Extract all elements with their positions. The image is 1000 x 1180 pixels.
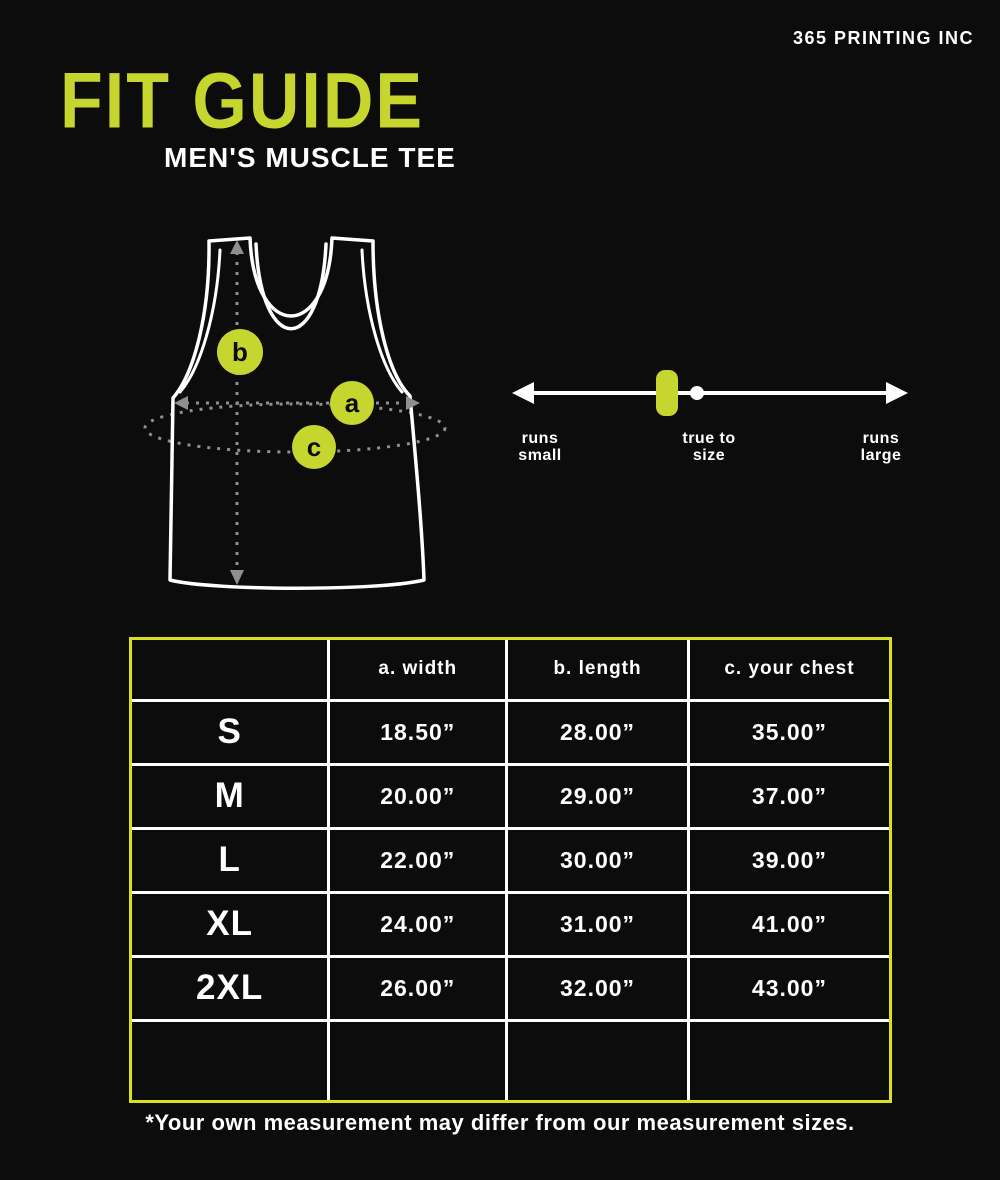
arrow-right-icon <box>406 396 420 410</box>
size-label: L <box>132 828 329 892</box>
tee-outline <box>170 238 424 588</box>
table-row-l <box>132 828 889 892</box>
fit-scale <box>500 368 920 476</box>
page-title: FIT GUIDE <box>60 57 425 145</box>
right-armhole-seam <box>362 250 402 392</box>
marker-c-letter: c <box>306 432 322 462</box>
length-value: 29.00” <box>507 764 689 828</box>
length-value: 32.00” <box>507 956 689 1020</box>
table-row-xl <box>132 892 889 956</box>
fit-scale-label-runs-small: runs small <box>518 430 562 464</box>
fit-scale-label-true-to-size: true to size <box>682 430 736 464</box>
chest-value: 39.00” <box>688 828 889 892</box>
marker-b <box>217 329 263 375</box>
arrow-left-icon <box>174 396 188 410</box>
table-row-s <box>132 700 889 764</box>
left-armhole-seam <box>180 250 220 392</box>
fit-scale-label-runs-large: runs large <box>860 430 902 464</box>
size-label: S <box>132 700 329 764</box>
width-value: 22.00” <box>329 828 507 892</box>
fit-scale-axis <box>500 368 920 418</box>
table-row-empty <box>132 1020 889 1100</box>
width-value: 18.50” <box>329 700 507 764</box>
length-measure-line <box>230 240 244 585</box>
fit-indicator-dot <box>690 386 704 400</box>
brand-name: 365 PRINTING INC <box>792 28 974 48</box>
arrow-up-icon <box>230 240 244 254</box>
arrow-down-icon <box>230 570 244 585</box>
width-value: 24.00” <box>329 892 507 956</box>
length-value: 30.00” <box>507 828 689 892</box>
width-value: 20.00” <box>329 764 507 828</box>
length-value: 28.00” <box>507 700 689 764</box>
fit-indicator-pill <box>656 370 678 416</box>
chest-value: 37.00” <box>688 764 889 828</box>
table-row-m <box>132 764 889 828</box>
header-length: b. length <box>507 640 689 700</box>
table-row-2xl <box>132 956 889 1020</box>
fit-scale-labels <box>500 430 920 476</box>
size-label: 2XL <box>132 956 329 1020</box>
table-header-row <box>132 640 889 700</box>
header-chest: c. your chest <box>688 640 889 700</box>
scale-arrow-left-icon <box>512 382 534 404</box>
header-size <box>132 640 329 700</box>
measurement-disclaimer: *Your own measurement may differ from our measurement sizes. <box>145 1110 855 1135</box>
width-value: 26.00” <box>329 956 507 1020</box>
muscle-tee-diagram <box>130 224 470 604</box>
marker-a <box>330 381 374 425</box>
header-width: a. width <box>329 640 507 700</box>
marker-b-letter: b <box>232 337 248 367</box>
size-label: M <box>132 764 329 828</box>
chest-value: 35.00” <box>688 700 889 764</box>
chest-value: 41.00” <box>688 892 889 956</box>
marker-c <box>292 425 336 469</box>
scale-arrow-right-icon <box>886 382 908 404</box>
page-subtitle: MEN'S MUSCLE TEE <box>164 142 456 173</box>
length-value: 31.00” <box>507 892 689 956</box>
size-table <box>129 637 892 1103</box>
marker-a-letter: a <box>344 388 360 418</box>
chest-value: 43.00” <box>688 956 889 1020</box>
size-label: XL <box>132 892 329 956</box>
